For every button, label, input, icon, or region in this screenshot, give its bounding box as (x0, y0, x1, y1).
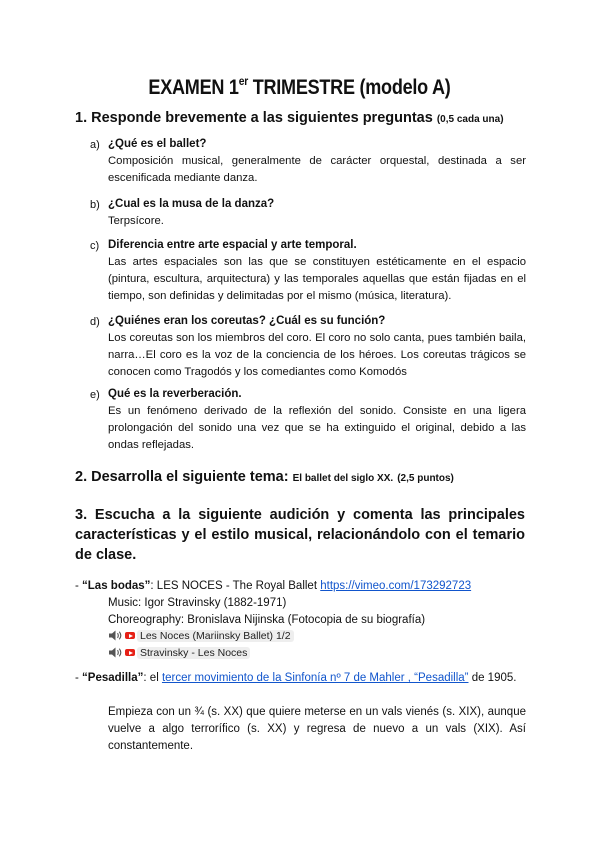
question-answer: Las artes espaciales son las que se constituyen estéticamente en el espacio (pintura, escultura, arquitectura) y las temporales aquellas que están fijadas en el tiempo, son definidas y delimitadas por el mismo (música, literatura). (108, 256, 526, 302)
section2-heading: 2. Desarrolla el siguiente tema: El ballet del siglo XX. (2,5 puntos) (75, 469, 454, 485)
bodas-music: Music: Igor Stravinsky (1882-1971) (108, 597, 287, 609)
bodas-choreography: Choreography: Bronislava Nijinska (Fotocopia de su biografía) (108, 614, 426, 626)
question-letter: d) (90, 316, 100, 328)
question-title: Diferencia entre arte espacial y arte temporal. (108, 239, 357, 251)
question-title: ¿Cual es la musa de la danza? (108, 198, 275, 210)
question-answer: Es un fenómeno derivado de la reflexión del sonido. Consiste en una ligera prolongación del sonido una vez que se ha extinguido el original, debido a las ondas reflejadas. (108, 405, 526, 451)
pesadilla-entry: - “Pesadilla”: el tercer movimiento de la Sinfonía nº 7 de Mahler , “Pesadilla” de 1905. (75, 672, 517, 684)
video-chip-label: Stravinsky - Les Noces (137, 647, 250, 659)
question-title: ¿Qué es el ballet? (108, 138, 207, 150)
mahler-link[interactable]: tercer movimiento de la Sinfonía nº 7 de Mahler , “Pesadilla” (161, 672, 469, 684)
video-chip[interactable] (108, 645, 250, 660)
question-letter: c) (90, 240, 100, 252)
bodas-name: “Las bodas” (82, 580, 151, 592)
bodas-entry: - “Las bodas”: LES NOCES - The Royal Ballet https://vimeo.com/173292723 (75, 580, 472, 592)
question-letter: a) (90, 139, 100, 151)
question-title: ¿Quiénes eran los coreutas? ¿Cuál es su función? (108, 315, 386, 327)
question-letter: e) (90, 389, 100, 401)
youtube-icon (125, 632, 135, 639)
question-answer: Composición musical, generalmente de carácter orquestal, destinada a ser escenificada mediante danza. (108, 155, 526, 184)
section3-heading: 3. Escucha a la siguiente audición y comenta las principales características y el estilo musical, relacionándolo con el temario de clase. (75, 507, 525, 563)
exam-title: EXAMEN 1er TRIMESTRE (modelo A) (148, 74, 451, 99)
speaker-icon (108, 646, 123, 659)
question-answer: Terpsícore. (108, 215, 164, 227)
question-letter: b) (90, 199, 100, 211)
vimeo-link[interactable]: https://vimeo.com/173292723 (320, 580, 472, 592)
section2-topic: El ballet del siglo XX. (292, 473, 394, 484)
video-chip-label: Les Noces (Mariinsky Ballet) 1/2 (137, 630, 294, 642)
pesadilla-description: Empieza con un ¾ (s. XX) que quiere meterse en un vals vienés (s. XIX), aunque vuelve a algo terrorífico (s. XX) y regresa de nuevo a un vals (XIX). Así constantemente. (108, 706, 526, 752)
youtube-icon (125, 649, 135, 656)
speaker-icon (108, 629, 123, 642)
video-chip[interactable] (108, 628, 294, 643)
section2-points: (2,5 puntos) (397, 473, 454, 484)
question-title: Qué es la reverberación. (108, 388, 242, 400)
section1-heading: 1. Responde brevemente a las siguientes preguntas (0,5 cada una) (75, 110, 504, 126)
pesadilla-name: “Pesadilla” (82, 672, 144, 684)
question-answer: Los coreutas son los miembros del coro. El coro no solo canta, pues también baila, narra…El coro es la voz de la conciencia de los héroes. Los coreutas trágicos se conocen como Tragodós y los comediantes como Komodós (108, 332, 526, 378)
